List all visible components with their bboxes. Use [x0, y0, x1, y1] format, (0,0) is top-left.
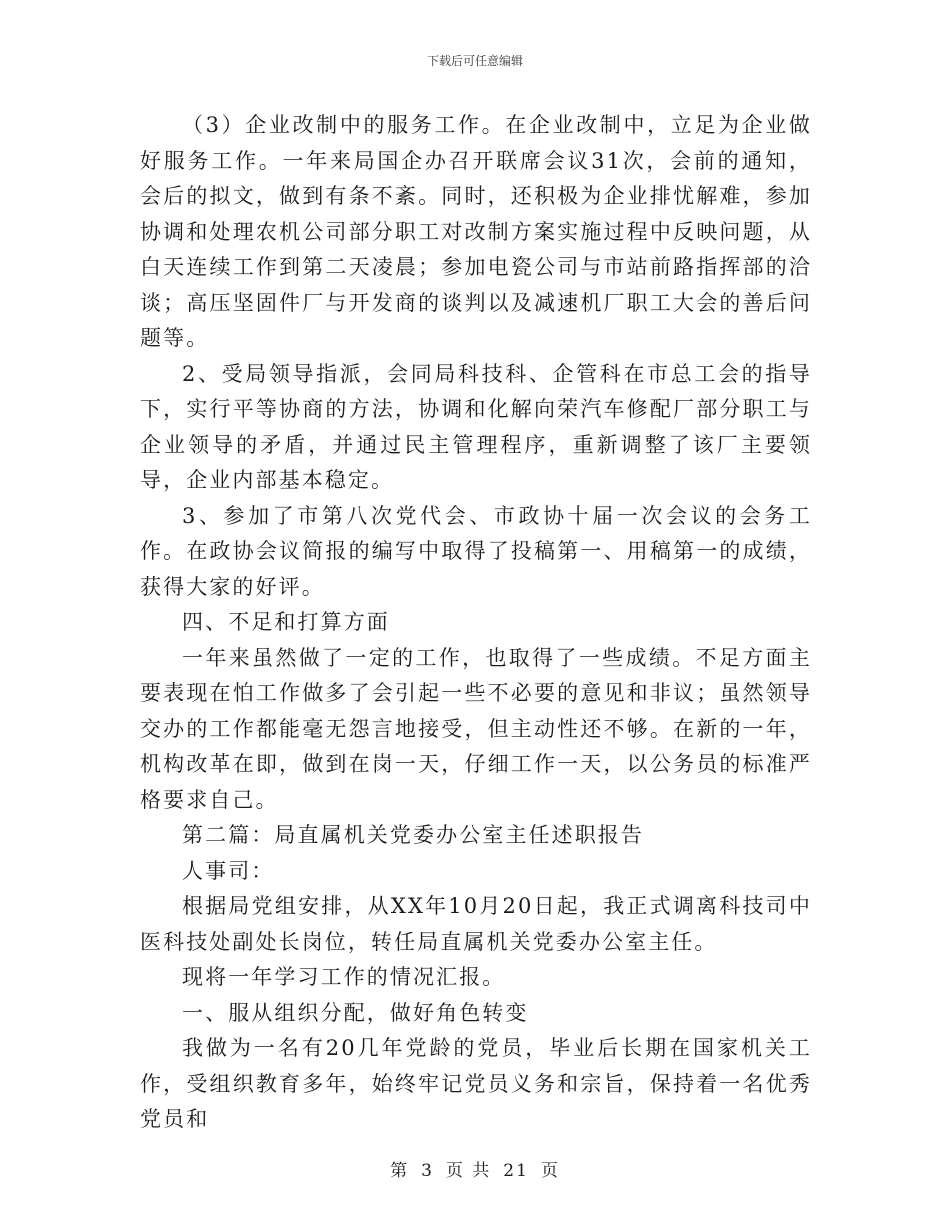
footer-suffix: 页 — [540, 1161, 560, 1181]
paragraph-appointment: 根据局党组安排，从XX年10月20日起，我正式调离科技司中医科技处副处长岗位，转任局直属机关党委办公室主任。 — [140, 894, 812, 954]
page-footer — [0, 1156, 950, 1181]
footer-total-pages: 21 — [503, 1161, 529, 1181]
paragraph-labor-coordination: 2、受局领导指派，会同局科技科、企管科在市总工会的指导下，实行平等协商的方法，协调和化解向荣汽车修配厂部分职工与企业领导的矛盾，并通过民主管理程序，重新调整了该厂主要领导，企业内部基本稳定。 — [140, 361, 812, 492]
paragraph-report-intro: 现将一年学习工作的情况汇报。 — [182, 965, 506, 989]
paragraph-conference-work: 3、参加了市第八次党代会、市政协十届一次会议的会务工作。在政协会议简报的编写中取得了投稿第一、用稿第一的成绩，获得大家的好评。 — [140, 503, 812, 599]
page-header: 下载后可任意编辑 — [426, 54, 523, 68]
document-body — [140, 108, 812, 1138]
paragraph-shortcomings: 一年来虽然做了一定的工作，也取得了一些成绩。不足方面主要表现在怕工作做多了会引起一些不必要的意见和非议；虽然领导交办的工作都能毫无怨言地接受，但主动性还不够。在新的一年，机构改革在即，做到在岗一天，仔细工作一天，以公务员的标准严格要求自己。 — [140, 645, 812, 812]
chapter-title-part-two: 第二篇：局直属机关党委办公室主任述职报告 — [182, 823, 644, 847]
paragraph-party-member: 我做为一名有20几年党龄的党员，毕业后长期在国家机关工作，受组织教育多年，始终牢记党员义务和宗旨，保持着一名优秀党员和 — [140, 1036, 812, 1131]
paragraph-enterprise-restructuring: （3）企业改制中的服务工作。在企业改制中，立足为企业做好服务工作。一年来局国企办召开联席会议31次，会前的通知，会后的拟文，做到有条不紊。同时，还积极为企业排忧解难，参加协调和处理农机公司部分职工对改制方案实施过程中反映问题，从白天连续工作到第二天凌晨；参加电瓷公司与市站前路指挥部的洽谈；高压坚固件厂与开发商的谈判以及减速机厂职工大会的善后问题等。 — [140, 113, 812, 350]
section-heading-shortcomings: 四、不足和打算方面 — [182, 610, 390, 634]
section-heading-role-change: 一、服从组织分配，做好角色转变 — [182, 1000, 529, 1025]
footer-current-page: 3 — [421, 1161, 434, 1181]
footer-prefix: 第 — [390, 1161, 410, 1181]
footer-middle: 页 共 — [445, 1161, 492, 1181]
salutation: 人事司： — [182, 858, 275, 883]
